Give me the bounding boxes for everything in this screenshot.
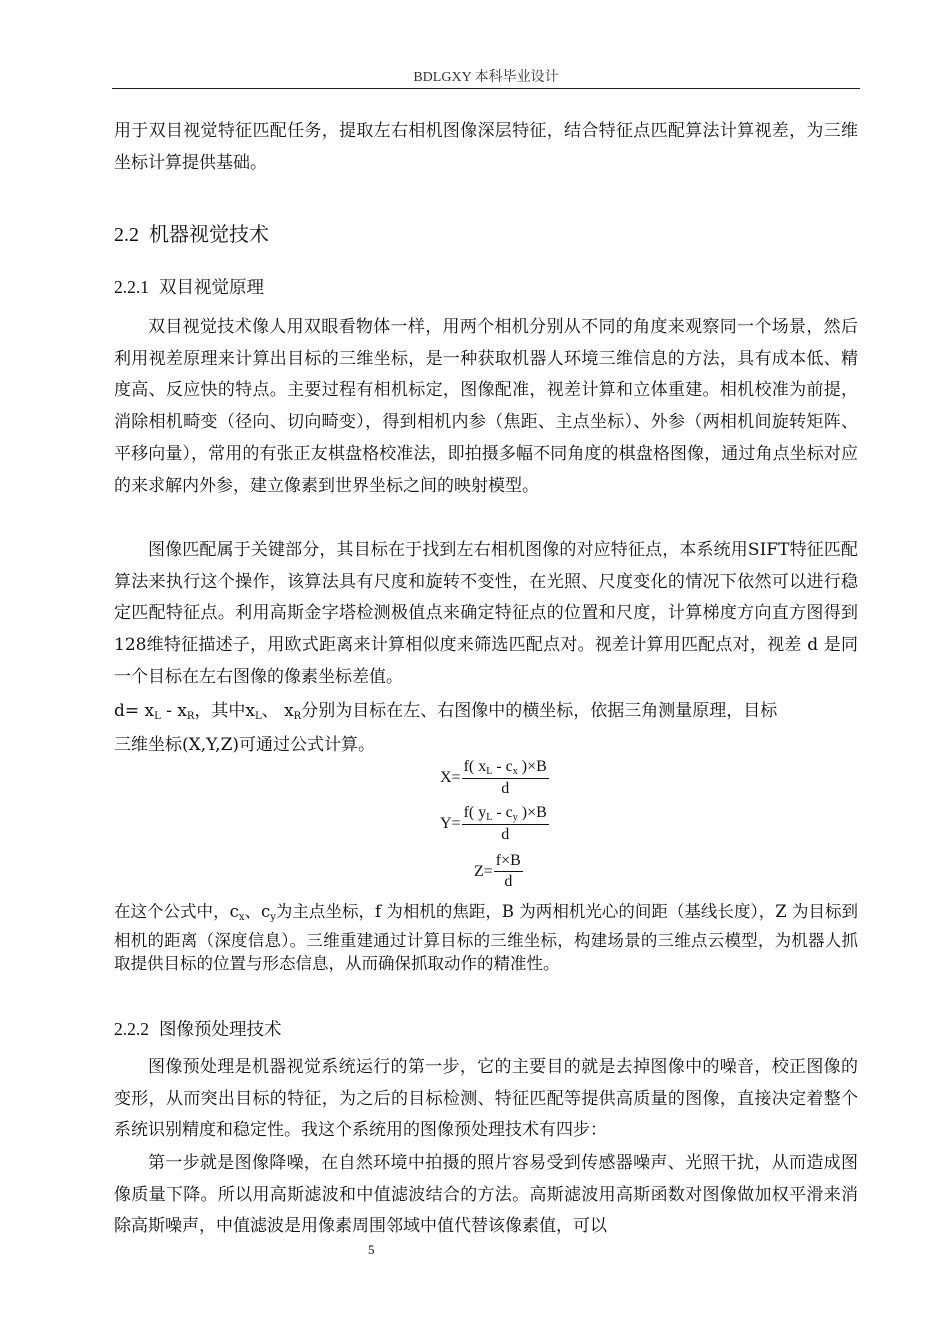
- formula-lhs: Y=: [440, 815, 461, 832]
- paragraph-binocular-principle: 双目视觉技术像人用双眼看物体一样，用两个相机分别从不同的角度来观察同一个场景，然后利用视差原理来计算出目标的三维坐标，是一种获取机器人环境三维信息的方法，具有成本低、精度高、反应快的特点。主要过程有相机标定，图像配准，视差计算和立体重建。相机校准为前提，消除相机畸变（径向、切向畸变），得到相机内参（焦距、主点坐标）、外参（两相机间旋转矩阵、平移向量），常用的有张正友棋盘格校准法，即拍摄多幅不同角度的棋盘格图像，通过角点坐标对应的来求解内外参，建立像素到世界坐标之间的映射模型。: [114, 317, 858, 496]
- section-title: 机器视觉技术: [149, 222, 269, 246]
- formula-explanation-paragraph: 在这个公式中，$c_x$、$c_y$为主点坐标，f 为相机的焦距，B 为两相机光心的间距（基线长度），Z 为目标到相机的距离（深度信息）。三维重建通过计算目标的三维坐标，构建场景的三维点云模型，为机器人抓取提供目标的位置与形态信息，从而确保抓取动作的精准性。: [114, 902, 858, 973]
- section-heading-2-2: [114, 218, 269, 247]
- subscript: R: [293, 711, 302, 722]
- subscript: L: [255, 711, 262, 722]
- section-heading-2-2-2: [114, 1016, 282, 1041]
- disparity-text: d= x: [114, 701, 155, 721]
- disparity-text: 分别为目标在左、右图像中的横坐标，依据三角测量原理，目标: [301, 701, 778, 721]
- paragraph-preprocessing: 图像预处理是机器视觉系统运行的第一步，它的主要目的就是去掉图像中的噪音，校正图像的变形，从而突出目标的特征，为之后的目标检测、特征匹配等提供高质量的图像，直接决定着整个系统识别精度和稳定性。我这个系统用的图像预处理技术有四步：: [114, 1057, 858, 1141]
- formula-denominator: d: [501, 780, 510, 797]
- header-rule: [112, 88, 860, 89]
- disparity-text: 、 x: [261, 701, 294, 721]
- formula-denominator: d: [504, 873, 513, 890]
- disparity-text: - x: [160, 701, 187, 721]
- formula-fraction: [462, 804, 549, 844]
- formula-y: [440, 804, 549, 844]
- page-header: BDLGXY 本科毕业设计: [413, 70, 559, 85]
- subscript: L: [154, 711, 161, 722]
- formula-z: [474, 852, 523, 891]
- disparity-definition-line-2: 三维坐标(X,Y,Z)可通过公式计算。: [114, 735, 376, 755]
- page-number: 5: [368, 1242, 375, 1257]
- formula-fraction: [494, 852, 523, 891]
- disparity-text: ，其中x: [194, 701, 256, 721]
- formula-numerator: f( $x_L - c_x$ )×B: [463, 758, 547, 777]
- section-number: 2.2: [114, 224, 139, 246]
- section-number: 2.2.1: [114, 277, 149, 297]
- formula-denominator: d: [501, 826, 510, 843]
- formula-numerator: f×B: [494, 852, 523, 872]
- formula-lhs: Z=: [474, 862, 493, 880]
- formula-lhs: X=: [440, 769, 461, 786]
- formula-fraction: [462, 758, 549, 798]
- subscript: R: [186, 711, 195, 722]
- section-title: 图像预处理技术: [159, 1020, 282, 1040]
- intro-paragraph: 用于双目视觉特征匹配任务，提取左右相机图像深层特征，结合特征点匹配算法计算视差，为三维坐标计算提供基础。: [114, 121, 858, 173]
- section-heading-2-2-1: [114, 274, 264, 299]
- disparity-definition-line: [114, 696, 858, 722]
- formula-x: [440, 758, 549, 798]
- paragraph-denoising: 第一步就是图像降噪，在自然环境中拍摄的照片容易受到传感器噪声、光照干扰，从而造成图像质量下降。所以用高斯滤波和中值滤波结合的方法。高斯滤波用高斯函数对图像做加权平滑来消除高斯噪声，中值滤波是用像素周围邻域中值代替该像素值，可以: [114, 1153, 858, 1237]
- formula-numerator: f( $y_L - c_y$ )×B: [463, 804, 547, 823]
- section-number: 2.2.2: [114, 1019, 149, 1039]
- paragraph-image-matching: 图像匹配属于关键部分，其目标在于找到左右相机图像的对应特征点，本系统用SIFT特征匹配算法来执行这个操作，该算法具有尺度和旋转不变性，在光照、尺度变化的情况下依然可以进行稳定匹配特征点。利用高斯金字塔检测极值点来确定特征点的位置和尺度，计算梯度方向直方图得到128维特征描述子，用欧式距离来计算相似度来筛选匹配点对。视差计算用匹配点对，视差 d 是同一个目标在左右图像的像素坐标差值。: [114, 540, 858, 687]
- section-title: 双目视觉原理: [159, 278, 264, 298]
